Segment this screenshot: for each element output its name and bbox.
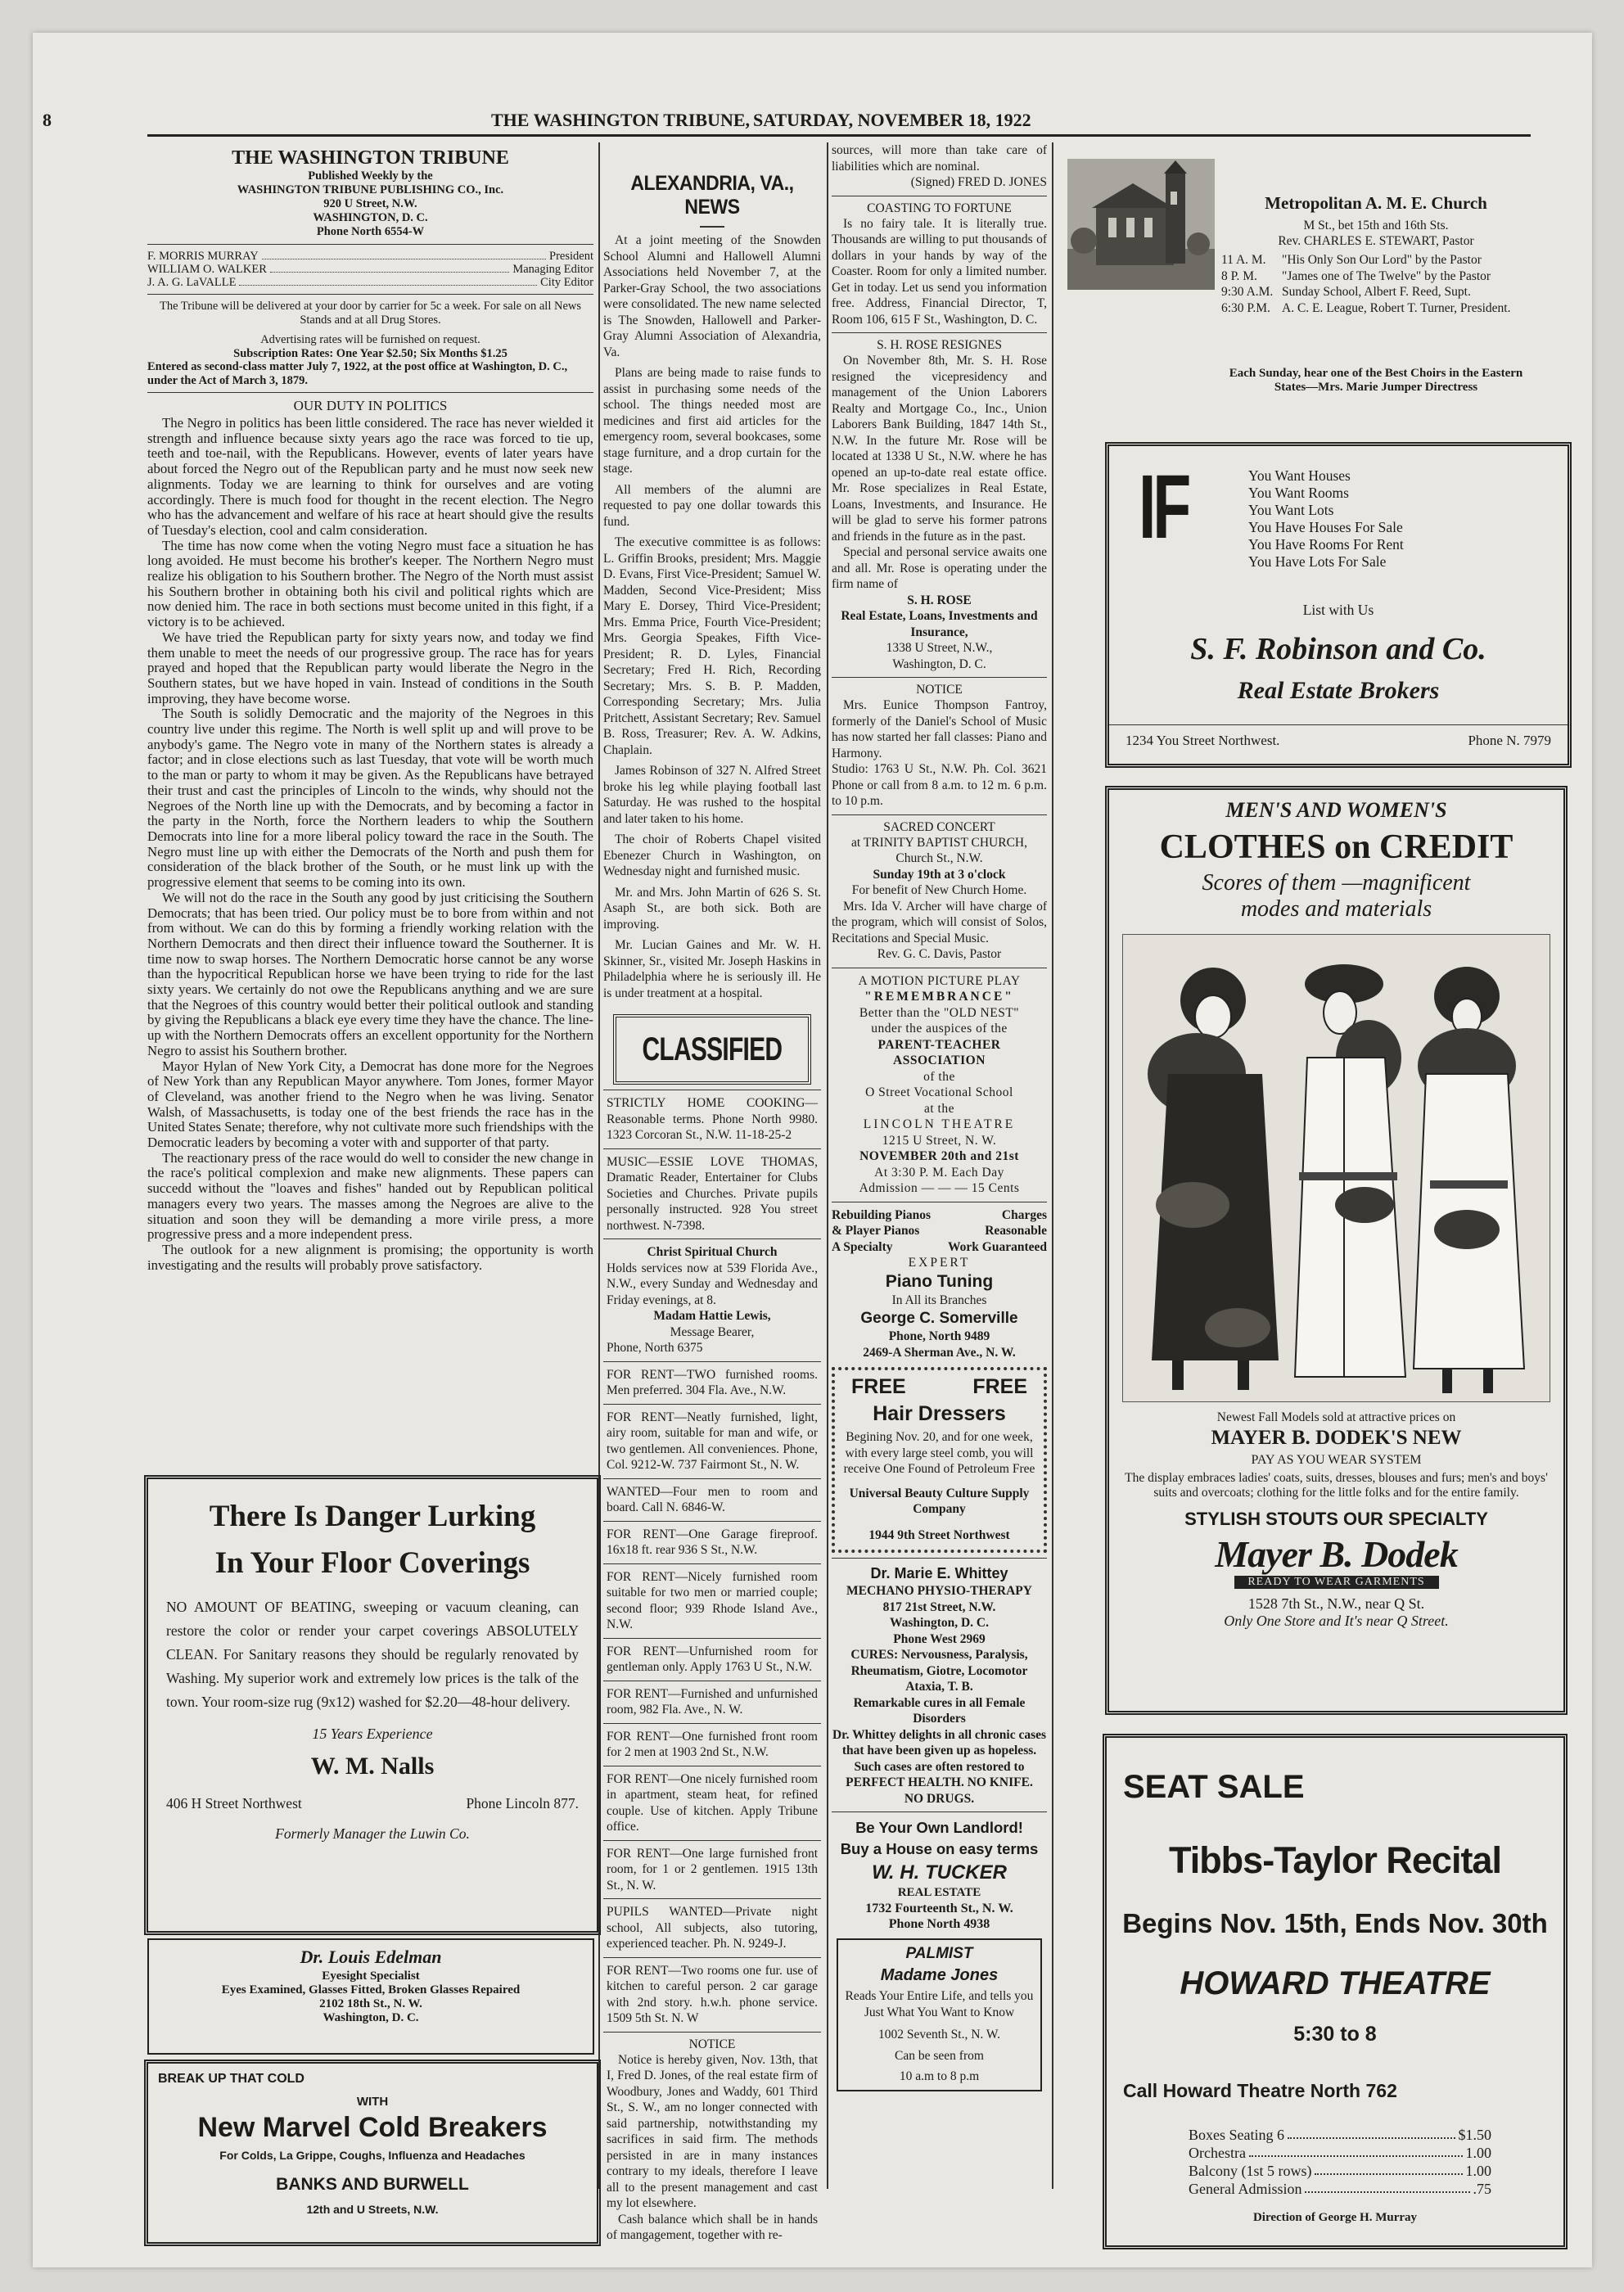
church-ad-title: Christ Spiritual Church [647,1245,778,1259]
edelman-body: Eyes Examined, Glasses Fitted, Broken Glasses Repaired [221,1983,521,1996]
notice-tail: Cash balance which shall be in hands of mangagement, together with re- [607,2212,818,2242]
publisher-line: WASHINGTON TRIBUNE PUBLISHING CO., Inc. [237,183,504,196]
piano-line: Reasonable [985,1224,1047,1238]
classified-section [603,1011,821,2243]
classified-item: WANTED—Four men to room and board. Call N. 6846-W. [603,1479,821,1522]
alexandria-column [603,142,821,1001]
paper-name: THE WASHINGTON TRIBUNE, [491,110,751,130]
movie-line: "REMEMBRANCE" [864,990,1014,1004]
price-row [1189,2162,1491,2180]
whittey-perfect: PERFECT HEALTH. NO KNIFE. [846,1775,1033,1789]
classified-item: FOR RENT—TWO furnished rooms. Men preferred. 304 Fla. Ave., N.W. [603,1362,821,1405]
movie-line: under the auspices of the [871,1022,1008,1035]
service-text: "James one of The Twelve" by the Pastor [1282,268,1491,283]
nalls-headline: In Your Floor Coverings [214,1546,530,1580]
tucker-line: Be Your Own Landlord! [855,1819,1023,1836]
nalls-name: W. M. Nalls [310,1753,435,1780]
movie-line: at the [924,1101,954,1116]
rule [147,294,593,295]
whittey-ad [832,1563,1047,1807]
rule [832,677,1047,678]
cold-top: BREAK UP THAT COLD [158,2072,304,2086]
movie-line: O Street Vocational School [865,1085,1013,1099]
robinson-line: You Have Houses For Sale [1248,519,1403,535]
palm-hours: 10 a.m to 8 p.m [899,2069,980,2083]
tucker-name: W. H. TUCKER [872,1861,1007,1884]
robinson-list [1248,467,1404,571]
dodek-logo: Mayer B. Dodek [1215,1533,1458,1575]
rose-firm-2: Real Estate, Loans, Investments and Insurance, [841,609,1038,639]
hair-ad [832,1367,1047,1553]
whittey-title: MECHANO PHYSIO-THERAPY [846,1584,1032,1598]
issue-date: SATURDAY, NOVEMBER 18, 1922 [753,110,1031,130]
newspaper-page [33,33,1592,2267]
whittey-drugs: NO DRUGS. [904,1791,975,1806]
recital-prices [1189,2126,1491,2198]
piano-phone: Phone, North 9489 [888,1329,990,1343]
robinson-line: You Want Rooms [1248,485,1349,501]
dodek-headline: CLOTHES on CREDIT [1159,828,1513,866]
page-number: 8 [43,110,52,130]
movie-line: 1215 U Street, N. W. [882,1133,997,1148]
whittey-delights: Dr. Whittey delights in all chronic cases that have been given up as hopeless. [832,1727,1047,1757]
rule [832,1811,1047,1812]
piano-sub: In All its Branches [891,1293,987,1307]
movie-line: A MOTION PICTURE PLAY [858,973,1021,988]
rule [832,814,1047,815]
robinson-name: S. F. Robinson and Co. [1190,632,1486,666]
classified-item: FOR RENT—One large furnished front room, for 1 or 2 gentlemen. 1915 13th St., N. W. [603,1841,821,1900]
cold-address: 12th and U Streets, N.W. [306,2203,439,2216]
paragraph: All members of the alumni are requested to pay one dollar towards this fund. [603,482,821,529]
movie-line: At 3:30 P. M. Each Day [874,1165,1004,1180]
classified-title: CLASSIFIED [642,1031,783,1067]
column-rule [827,142,828,2189]
robinson-line: You Have Lots For Sale [1248,553,1387,570]
concert-pastor: Rev. G. C. Davis, Pastor [877,947,1002,961]
price-value: 1.00 [1465,2163,1491,2179]
service-time: 8 P. M. [1221,268,1257,283]
movie-admission: Admission — — — 15 Cents [859,1181,1020,1195]
rose-body: On November 8th, Mr. S. H. Rose resigned the vicepresidency and management of the Union Laborers Realty and Mortgage Co., Inc., Union Laborers Bank Building, 1847 14th St., N.W. In the future Mr. Rose will be located at 1338 U St., N.W. where he has opened an up-to-date real estate office. Mr. Rose specializes in Real Estate, Loans, Investments, and Insurance. He will be glad to serve his former patrons and friends in the future as in the past. [832,354,1047,544]
robinson-line: You Want Houses [1248,467,1351,484]
service-text: Sunday School, Albert F. Reed, Supt. [1282,285,1471,299]
price-row [1189,2144,1491,2162]
dodek-stouts: STYLISH STOUTS OUR SPECIALTY [1184,1509,1488,1529]
movie-line: Better than the "OLD NEST" [859,1005,1020,1020]
column-rule [1052,142,1053,2189]
editorial-article [147,416,593,1273]
church-info [1221,218,1531,249]
staff-row [147,250,593,263]
paragraph: The executive committee is as follows: L. Griffin Brooks, president; Mrs. Maggie D. Evans, First Vice-President; Samuel W. Madden, Second Vice-President; Miss Mary E. Dorsey, Third Vice-President; Mrs. Emma Price, Fourth Vice-President; Mrs. Georgia Speakes, Fifth Vice-President; R. D. Lyles, Financial Secretary; Fred H. Rich, Recording Secretary; Mrs. S. B. P. Madden, Corresponding Secretary; Mrs. Julia Pritchett, Assistant Secretary; Rev. Samuel B. Ross, Treasurer; Rev. A. W. Adkins, Chaplain. [603,535,821,757]
concert-line: For benefit of New Church Home. [851,883,1027,897]
notice-signature: (Signed) FRED D. JONES [910,175,1047,189]
nalls-ad [144,1475,601,1935]
paragraph: James Robinson of 327 N. Alfred Street broke his leg while playing football last Saturday. He was rushed to the hospital and later taken to his home. [603,764,821,826]
notice-body: Notice is hereby given, Nov. 13th, that I, Fred D. Jones, of the real estate firm of Woodbury, Jones and Waddy, 601 Third St., S. W., am no longer connected with said partnership, notwithstanding my sacrifices in said firm. The methods persisted in are in many instances contrary to my ideals, therefore I leave all to the present management and cast my lot elsewhere. [607,2052,818,2210]
staff-name: F. MORRIS MURRAY [147,250,259,263]
staff-name: WILLIAM O. WALKER [147,263,267,276]
paragraph: The choir of Roberts Chapel visited Ebenezer Church in Washington, on Wednesday night and furnished music. [603,832,821,878]
robinson-address: 1234 You Street Northwest. [1126,733,1280,748]
piano-name: George C. Somerville [860,1310,1018,1327]
robinson-line: You Have Rooms For Rent [1248,536,1404,553]
fashion-figures-icon [1123,935,1550,1401]
whittey-phone: Phone West 2969 [893,1631,986,1646]
paragraph: We will not do the race in the South any good by just criticising the Southern Democrats; that has been tried. Our policy must be to bore from within and not from without. We can do this by forming a friendly working relation with the Northern Democrats and then direct their influence toward the Southerner. It is time now to swap horses. The Northern Democratic horse cannot be any worse than the hypocritical Republican horse we have been trying to ride for the last sixty years. We certainly do not owe the Republicans anything and we are sure that the Negroes of this country would better their political outlook and standing by giving the Republicans a black eye every time they have the chance. The line-up with the Northern Democrats offers an excellent opportunity for the Northern Negro to assist his Southern brother. [147,889,593,1058]
dodek-top: MEN'S AND WOMEN'S [1225,798,1447,822]
church-ad [1058,142,1531,394]
hair-company: Universal Beauty Culture Supply Company [849,1486,1030,1516]
rose-city: Washington, D. C. [892,656,986,671]
classified-item: STRICTLY HOME COOKING—Reasonable terms. Phone North 9980. 1323 Corcoran St., N.W. 11-18-25-2 [603,1090,821,1149]
staff-name: J. A. G. LaVALLE [147,276,237,289]
palm-address: 1002 Seventh St., N. W. [878,2028,1000,2042]
tucker-re: REAL ESTATE [897,1886,981,1899]
piano-address: 2469-A Sherman Ave., N. W. [863,1345,1016,1360]
staff-role: President [549,250,593,263]
alexandria-title: ALEXANDRIA, VA., NEWS [630,172,794,219]
robinson-ad [1105,442,1572,768]
recital-title: Tibbs-Taylor Recital [1169,1839,1501,1881]
church-photo [1067,159,1215,290]
piano-ad [832,1207,1047,1361]
coasting-title: COASTING TO FORTUNE [867,201,1012,215]
price-row [1189,2126,1491,2144]
paragraph: At a joint meeting of the Snowden School Alumni and Hallowell Alumni Associations held November 7, at the Parker-Gray School, the two associations were consolidated. The new name selected is The Snowden, Hallowell and Parker-Gray Alumni Association of Alexandria, Va. [603,233,821,359]
nalls-contact [148,1780,597,1812]
staff-row [147,276,593,289]
nalls-headline: There Is Danger Lurking [209,1500,536,1533]
cold-name: BANKS AND BURWELL [276,2175,469,2194]
classified-item: MUSIC—ESSIE LOVE THOMAS, Dramatic Reader, Entertainer for Clubs Societies and Churches. Private pupils personally instructed. 928 You street northwest. N-7398. [603,1149,821,1240]
nalls-footer: Formerly Manager the Luwin Co. [275,1825,470,1842]
tucker-line: Buy a House on easy terms [840,1840,1039,1857]
alexandria-article [603,232,821,1001]
whittey-address: 817 21st Street, N.W. [882,1599,996,1614]
price-value: $1.50 [1458,2127,1491,2143]
publisher-line: 920 U Street, N.W. [323,197,417,210]
dodek-only: Only One Store and It's near Q Street. [1224,1613,1449,1629]
classified-header [613,1014,811,1085]
robinson-list-with: List with Us [1302,602,1374,618]
note: Entered as second-class matter July 7, 1922, at the post office at Washington, D. C., under the Act of March 3, 1879. [147,360,568,387]
title-rule [700,226,724,228]
rule [147,392,593,393]
classified-item: FOR RENT—Neatly furnished, light, airy room, suitable for man and wife, or two gentlemen. All conveniences. Phone, Col. 9212-W. 737 Fairmont St., N. W. [603,1405,821,1479]
piano-line: Rebuilding Pianos [832,1207,932,1222]
editorial-title: THE WASHINGTON TRIBUNE [232,147,509,169]
price-value: 1.00 [1465,2145,1491,2161]
robinson-line: You Want Lots [1248,502,1334,518]
rose-title: S. H. ROSE RESIGNES [877,338,1002,352]
piano-expert: EXPERT [908,1256,971,1270]
paragraph: Mr. and Mrs. John Martin of 626 S. St. Asaph St., are both sick. Both are improving. [603,885,821,932]
paragraph: The outlook for a new alignment is promising; the opportunity is worth investigating and the results will probably prove satisfactory. [147,1241,593,1273]
editorial-column [147,142,593,1273]
nalls-body: NO AMOUNT OF BEATING, sweeping or vacuum cleaning, can restore the color or render your carpet coverings ABSOLUTELY CLEAN. For Sanitary reasons they should be regularly renovated by Washing. My superior work and extremely low prices is the talk of the town. Your room-size rug (9x12) washed for $2.20—48-hour delivery. [166,1599,579,1710]
whittey-city: Washington, D. C. [889,1616,990,1630]
rose-body-2: Special and personal service awaits one and all. Mr. Rose is operating under the firm name of [832,545,1047,591]
tucker-phone: Phone North 4938 [888,1917,990,1931]
movie-block [832,973,1047,1197]
tucker-ad [832,1817,1047,1932]
service-time: 11 A. M. [1221,253,1266,267]
coasting-body: Is no fairy tale. It is literally true. Thousands are willing to put thousands of dollars in your hands by way of the Coaster. Room for only a limited number. Get in today. Let us send you information free. Address, Financial Director, T, Room 106, 615 F St., Washington, D. C. [832,216,1047,327]
classified-item: FOR RENT—Two rooms one fur. use of kitchen to careful person. 2 car garage with 2nd story. h.w.h. phone service. 1509 5th St. N. W [603,1958,821,2033]
rule [147,244,593,245]
paragraph: Mayor Hylan of New York City, a Democrat has done more for the Negroes of New York than any Republican Mayor anywhere. Tom Jones, former Mayor of Cleveland, was another friend to the Negro when he was living. Senator Walsh, of Massachusetts, is today one of the best friends the race has in the United States Senate; therefore, why not cultivate more such friendships with the Democratic leaders by becoming a voter with and supporter of that party. [147,1058,593,1151]
service-text: A. C. E. League, Robert T. Turner, President. [1282,300,1511,315]
paragraph: The reactionary press of the race would do well to consider the new change in the race's political complexion and make new alignments. These papers can succedd without the "loaves and fishes" handed out by Republican political managers every two years. The masses among the Negroes are alive to the situation and soon they will be demanding a more virile press, a more progressive press and a more independent press. [147,1149,593,1243]
piano-line: Work Guaranteed [948,1239,1047,1254]
paragraph: The South is solidly Democratic and the majority of the Negroes in this country live under this regime. The North is well split up and will prove to be anybody's game. The Negro vote in many of the Northern states is already a factor; and in close elections such as last Tuesday, that vote will be worth much to the man or party to whom it may be given. As the Republicans have betrayed their trust and cast the principles of Lincoln to the winds, why should not the Negroes of the North line up with the Democrats, and by becoming a factor in the party in the North, force the Northern leaders to whip the Southern Democrats into line for a more liberal policy toward the race in the South. The Negro must line up with either the Democrats of the North and push them for consideration of the black brother of the South, or he must link up with the progressive element that seems to be coming into its own. [147,706,593,891]
concert-line: at TRINITY BAPTIST CHURCH, [850,835,1027,850]
free-row [840,1375,1039,1399]
if-letters: IF [1139,457,1189,557]
publisher-line: Published Weekly by the [308,169,433,183]
nalls-address: 406 H Street Northwest [166,1795,302,1811]
classified-item: FOR RENT—One Garage fireproof. 16x18 ft. rear 936 S St., N.W. [603,1522,821,1564]
cold-sub: For Colds, La Grippe, Coughs, Influenza and Headaches [219,2149,526,2162]
movie-line: of the [923,1069,955,1084]
edelman-ad [147,1938,594,2055]
whittey-name: Dr. Marie E. Whittey [870,1565,1008,1581]
notice2-title: NOTICE [916,683,963,697]
church-footer: Each Sunday, hear one of the Best Choirs in the Eastern States—Mrs. Marie Jumper Directress [1229,367,1523,394]
church-building-icon [1067,159,1215,290]
price-label: Balcony (1st 5 rows) [1189,2163,1312,2179]
classified-item: Christ Spiritual Church Holds services now at 539 Florida Ave., N.W., every Sunday and Wednesday and Friday evenings, at 8. Madam Hattie Lewis, Message Bearer, Phone, North 6375 [603,1239,821,1362]
price-label: Boxes Seating 6 [1189,2127,1284,2143]
rule [832,332,1047,333]
cold-headline: New Marvel Cold Breakers [197,2112,548,2143]
piano-title: Piano Tuning [885,1271,994,1291]
church-services [1221,252,1524,316]
paragraph: Plans are being made to raise funds to assist in purchasing some needs of the school. The things needed most are medicines and first aid articles for the emergency room, several bookcases, some stage furniture, and a drop curtain for the stage. [603,366,821,476]
recital-seat: SEAT SALE [1123,1769,1305,1805]
price-label: General Admission [1189,2181,1302,2197]
hair-address: 1944 9th Street Northwest [868,1527,1010,1542]
notice-title: NOTICE [688,2037,736,2051]
piano-line: Charges [1001,1207,1047,1222]
classified-item: FOR RENT—Nicely furnished room suitable for two men or married couple; second floor; 939 Rhode Island Ave., N.W. [603,1564,821,1639]
edelman-name: Dr. Louis Edelman [300,1947,442,1967]
church-line: Rev. CHARLES E. STEWART, Pastor [1278,234,1474,248]
free-label: FREE [851,1375,906,1398]
staff-role: City Editor [540,276,593,289]
palm-body: Reads Your Entire Life, and tells you Just What You Want to Know [845,1989,1034,2019]
service-row [1221,252,1524,268]
robinson-contact [1126,733,1551,749]
movie-line: LINCOLN THEATRE [863,1117,1016,1131]
whittey-remarkable: Remarkable cures in all Female Disorders [853,1695,1026,1726]
edelman-city: Washington, D. C. [323,2011,419,2024]
dodek-address: 1528 7th St., N.W., near Q St. [1247,1595,1425,1612]
masthead-rule [147,134,1531,137]
hair-title: Hair Dressers [873,1402,1006,1425]
tucker-address: 1732 Fourteenth St., N. W. [865,1902,1013,1915]
cold-breakers-ad [144,2060,601,2246]
nalls-phone: Phone Lincoln 877. [466,1795,579,1811]
dodek-logo-banner: READY TO WEAR GARMENTS [1234,1576,1439,1589]
classified-item: PUPILS WANTED—Private night school, All subjects, also tutoring, experienced teacher. Ph. N. 9249-J. [603,1899,821,1958]
recital-call: Call Howard Theatre North 762 [1123,2080,1397,2101]
movie-line: PARENT-TEACHER ASSOCIATION [877,1037,1001,1067]
church-title: Metropolitan A. M. E. Church [1265,193,1487,213]
classified-item: FOR RENT—Unfurnished room for gentleman only. Apply 1763 U St., N.W. [603,1639,821,1681]
paragraph: The time has now come when the voting Negro must face a situation he has long avoided. He must become his brother's keeper. The Northern Negro must realize his obligation to his Southern brother. The Negro of the North must assist his Southern brother in obtaining both his civil and political rights which are now denied him. The race in both sections must become united in this fight, if a victory is to be achieved. [147,537,593,630]
classified-list [603,1090,821,2033]
concert-line: Sunday 19th at 3 o'clock [873,867,1006,882]
palmist-ad [837,1938,1042,2091]
dodek-sub1: Scores of them —magnificent [1202,870,1471,896]
recital-time: 5:30 to 8 [1293,2023,1377,2046]
piano-line: & Player Pianos [832,1224,920,1238]
staff-row [147,263,593,276]
rule [832,1558,1047,1559]
robinson-sub: Real Estate Brokers [1237,677,1440,704]
concert-line: Church St., N.W. [895,851,983,865]
classified-item: FOR RENT—Furnished and unfurnished room, 982 Fla. Ave., N. W. [603,1681,821,1724]
recital-theatre: HOWARD THEATRE [1180,1965,1491,2001]
cold-with: WITH [356,2095,389,2109]
service-time: 6:30 P.M. [1221,300,1270,315]
subscription-notes [147,300,593,387]
paragraph: The Negro in politics has been little considered. The race has never wielded it strength and influence because sixty years ago the race was forced to tie up, teeth and toe-nail, with the Republicans. However, events of later years have about forced the Negro out of the Republican party and he must now seek new alignments. Today we are learning to think for ourselves and are voting accordingly. There is much food for thought in the recent election. The Negro who has the advancement and welfare of his race at heart should give the results of Tuesday's election, cool and calm consideration. [147,415,593,538]
edelman-address: 2102 18th St., N. W. [319,1997,422,2010]
article-title: OUR DUTY IN POLITICS [293,398,448,413]
church-line: M St., bet 15th and 16th Sts. [1303,219,1449,232]
dodek-newest: Newest Fall Models sold at attractive prices on [1216,1410,1456,1424]
price-label: Orchestra [1189,2145,1246,2161]
edelman-title: Eyesight Specialist [322,1969,420,1983]
notice2-body: Mrs. Eunice Thompson Fantroy, formerly of the Daniel's School of Music has now started her fall classes: Piano and Harmony. [832,698,1047,760]
masthead [43,110,1522,130]
notice-continued: sources, will more than take care of liabilities which are nominal. [832,143,1047,174]
rose-firm: S. H. ROSE [907,593,972,607]
fashion-illustration [1122,934,1550,1402]
nalls-experience: 15 Years Experience [312,1726,433,1742]
dodek-body: The display embraces ladies' coats, suits, dresses, blouses and furs; men's and boys' suits and overcoats; clothing for the little folks and for the entire family. [1125,1471,1548,1500]
robinson-phone: Phone N. 7979 [1468,733,1551,748]
recital-direction: Direction of George H. Murray [1252,2211,1418,2224]
dodek-name-caps: MAYER B. DODEK'S NEW [1211,1427,1462,1449]
recital-dates: Begins Nov. 15th, Ends Nov. 30th [1122,1908,1548,1938]
palm-name: Madame Jones [880,1966,999,1984]
service-time: 9:30 A.M. [1221,285,1274,299]
paragraph: Mr. Lucian Gaines and Mr. W. H. Skinner, Sr., visited Mr. Joseph Haskins in Philadelphia where he is seriously ill. He is under treatment at a hospital. [603,938,821,1000]
concert-body: Mrs. Ida V. Archer will have charge of the program, which will consist of Solos, Recitations and Special Music. [832,899,1047,945]
note: The Tribune will be delivered at your door by carrier for 5c a week. For sale on all News Stands and at all Drug Stores. [160,300,581,327]
service-row [1221,284,1524,300]
column-three [832,142,1047,2238]
rose-address: 1338 U Street, N.W., [886,641,993,655]
dodek-pay: PAY AS YOU WEAR SYSTEM [1251,1453,1422,1467]
whittey-such: Such cases are often restored to [854,1759,1025,1774]
classified-item: FOR RENT—One nicely furnished room in apartment, steam heat, for refined couple. Use of kitchen. Apply Tribune office. [603,1766,821,1841]
service-row [1221,300,1524,317]
note: Advertising rates will be furnished on request. [260,333,480,346]
free-label: FREE [972,1375,1027,1398]
recital-ad [1103,1734,1568,2249]
service-text: "His Only Son Our Lord" by the Pastor [1282,253,1482,267]
staff-role: Managing Editor [512,263,593,276]
publisher-block [147,169,593,239]
rule [1109,724,1568,725]
concert-title: SACRED CONCERT [883,819,995,834]
movie-line: NOVEMBER 20th and 21st [859,1149,1019,1163]
dodek-ad [1105,786,1568,1715]
palm-title: PALMIST [905,1945,973,1962]
note: Subscription Rates: One Year $2.50; Six Months $1.25 [233,346,508,360]
price-row [1189,2180,1491,2198]
hair-body: Begining Nov. 20, and for one week, with every large steel comb, you will receive One Found of Petroleum Free [843,1430,1035,1476]
palm-seen: Can be seen from [895,2048,984,2063]
dodek-sub2: modes and materials [1240,896,1432,922]
price-value: .75 [1473,2181,1491,2197]
notice2-body-2: Studio: 1763 U St., N.W. Ph. Col. 3621 Phone or call from 8 a.m. to 12 m. 6 p.m. to 10 p.m. [832,762,1047,808]
whittey-cures: CURES: Nervousness, Paralysis, Rheumatism, Giotre, Locomotor Ataxia, T. B. [850,1648,1028,1694]
publisher-line: Phone North 6554-W [316,225,425,238]
staff-list [147,250,593,289]
paragraph: We have tried the Republican party for sixty years now, and today we find them unable to meet the needs of our progressive group. The race has for years prayed and hoped that the Republican party would liberate the Negro in the Southern states, but we have hoped in vain. Instead of conditions in the South improving, they have become worse. [147,629,593,706]
publisher-line: WASHINGTON, D. C. [313,211,428,224]
service-row [1221,268,1524,285]
piano-line: A Specialty [832,1239,893,1254]
classified-item: FOR RENT—One furnished front room for 2 men at 1903 2nd St., N.W. [603,1724,821,1766]
